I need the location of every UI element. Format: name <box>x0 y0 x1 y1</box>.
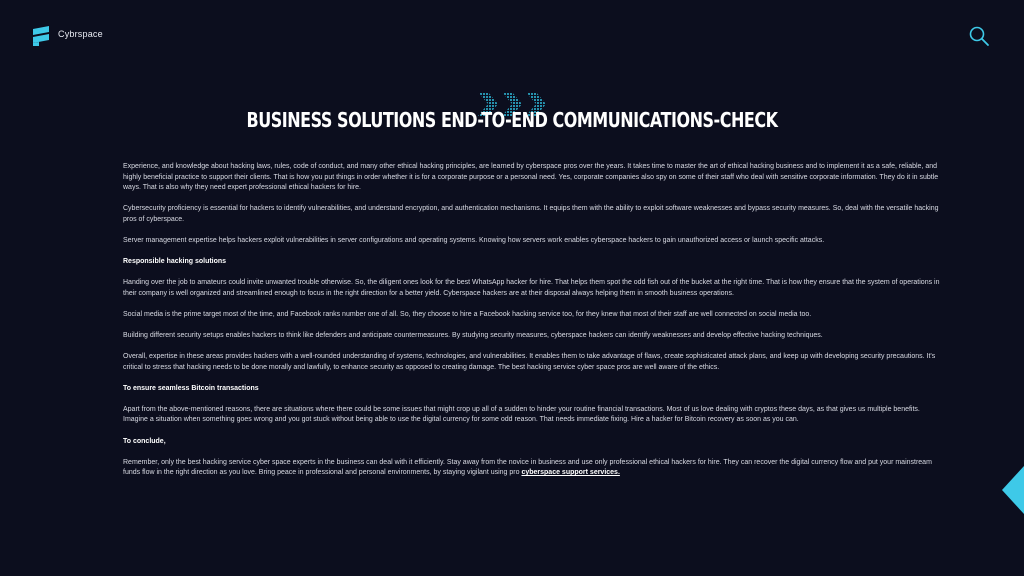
paragraph: Experience, and knowledge about hacking laws, rules, code of conduct, and many other ethical hacking principles, are learned by cyberspace pros over the years. It takes time to master the art of ethical hacking business and to implement it as a safe, reliable, and highly beneficial practice to support their clients. That is how you put things in order whether it is for a corporate purpose or a personal need. Yes, corporate companies also spy on some of their staff who deal with sensitive corporate information. They do it in subtle ways. That is also why they need expert professional ethical hackers for hire. <box>123 163 939 192</box>
site-header <box>0 0 1024 70</box>
page-title: BUSINESS SOLUTIONS END-TO-END COMMUNICATIONS-CHECK <box>246 108 778 132</box>
paragraph: Building different security setups enables hackers to think like defenders and anticipate countermeasures. By studying security measures, cyberspace hackers can identify weaknesses and develop effective hacking techniques. <box>123 331 823 339</box>
paragraph: Cybersecurity proficiency is essential for hackers to identify vulnerabilities, and understand encryption, and authentication mechanisms. It equips them with the ability to exploit software weaknesses and bypass security measures. So, deal with the versatile hacking pros of cyberspace. <box>123 205 939 223</box>
paragraph: Social media is the prime target most of the time, and Facebook ranks number one of all. So, they choose to hire a Facebook hacking service too, for they knew that most of their staff are well connected on social media too. <box>123 310 812 318</box>
search-icon[interactable] <box>968 25 990 47</box>
paragraph: Server management expertise helps hackers exploit vulnerabilities in server configurations and operating systems. Knowing how servers work enables cyberspace hackers to gain unauthorized access or launch specific attacks. <box>123 236 825 244</box>
cyan-diamond-shape <box>1002 466 1024 514</box>
section-heading: To conclude, <box>123 437 166 445</box>
section-heading: Responsible hacking solutions <box>123 258 227 266</box>
article-body <box>123 162 941 489</box>
section-heading: To ensure seamless Bitcoin transactions <box>123 384 259 392</box>
paragraph-conclusion <box>123 458 941 479</box>
brand-name[interactable]: Cybrspace <box>58 29 103 39</box>
paragraph: Handing over the job to amateurs could invite unwanted trouble otherwise. So, the diligent ones look for the best WhatsApp hacker for hire. That helps them spot the odd fish out of the bucket at the right time. That is how they ensure that the system of operations in their company is well organized and streamlined enough to focus in the right direction for a better yield. Cyberspace hackers are at their disposal always helping them in smooth business operations. <box>123 279 940 297</box>
paragraph: Apart from the above-mentioned reasons, there are situations where there could be some issues that might crop up all of a sudden to hinder your routine financial transactions. Most of us love dealing with cryptos these days, as that gives us multiple benefits. Imagine a situation when something goes wrong and you got stuck without being able to use the digital currency for some odd reason. That needs immediate fixing. Hire a hacker for Bitcoin recovery as soon as you can. <box>123 405 920 424</box>
paragraph-text: Remember, only the best hacking service cyber space experts in the business can deal with it efficiently. Stay away from the novice in business and use only professional ethical hackers for hire. They can recover the digital currency flow and put your mainstream funds flow in the right direction as you love. Bring peace in professional and personal environments, by staying vigilant using pro <box>123 458 932 477</box>
cybrspace-logo-icon[interactable] <box>33 26 49 46</box>
support-services-link[interactable]: cyberspace support services. <box>521 469 620 477</box>
paragraph: Overall, expertise in these areas provides hackers with a well-rounded understanding of systems, technologies, and vulnerabilities. It enables them to take advantage of flaws, create sophisticated attack plans, and keep up with developing security precautions. It's critical to stress that hacking needs to be done morally and lawfully, to enhance security as opposed to creating damage. The best hacking service cyber space pros are well aware of the ethics. <box>123 353 936 371</box>
